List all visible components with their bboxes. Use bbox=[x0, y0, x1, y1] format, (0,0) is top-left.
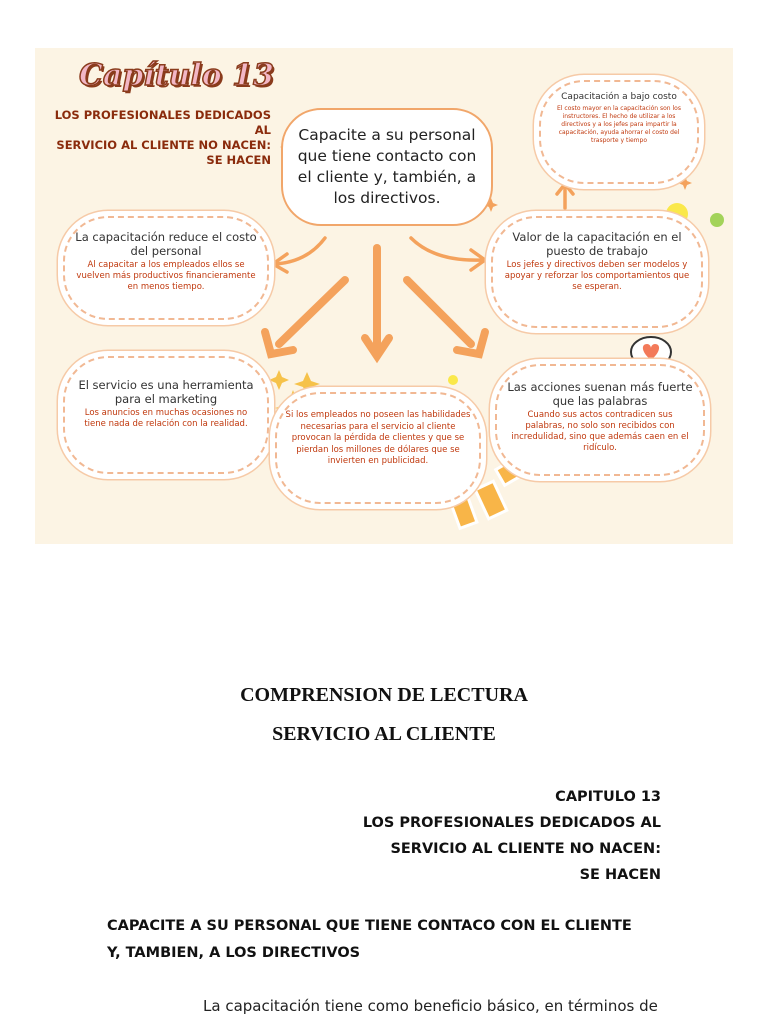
cloud-training-value bbox=[491, 216, 703, 328]
arrow-down-right bbox=[407, 280, 471, 344]
document-title-line1: COMPRENSION DE LECTURA bbox=[240, 684, 528, 706]
central-line: los directivos. bbox=[333, 189, 441, 207]
cloud-title: Capacitación a bajo costo bbox=[561, 92, 677, 102]
heading-line: CAPACITE A SU PERSONAL QUE TIENE CONTACO CON EL CLIENTE bbox=[107, 918, 632, 934]
document-title-line2: SERVICIO AL CLIENTE bbox=[272, 723, 496, 745]
chapter-subtitle-line: SE HACEN bbox=[206, 153, 271, 167]
chapter-line: SERVICIO AL CLIENTE NO NACEN: bbox=[390, 841, 661, 857]
cloud-skills-loss bbox=[275, 392, 481, 504]
section-heading bbox=[107, 913, 687, 967]
cloud-title: Las acciones suenan más fuerte que las palabras bbox=[507, 380, 693, 408]
cloud-title: Valor de la capacitación en el puesto de trabajo bbox=[512, 230, 682, 258]
central-message-cloud bbox=[281, 108, 493, 226]
arrow-left-curve bbox=[275, 238, 325, 264]
chapter-line: CAPITULO 13 bbox=[555, 789, 661, 805]
chapter-subtitle bbox=[49, 108, 271, 168]
cloud-body: Si los empleados no poseen las habilidades necesarias para el servicio al cliente provocan la pérdida de clientes y que se pierdan los millones de dólares que se invierten en publicidad. bbox=[285, 410, 471, 466]
infographic bbox=[35, 48, 733, 544]
cloud-low-cost-training bbox=[539, 80, 699, 184]
heading-line: Y, TAMBIEN, A LOS DIRECTIVOS bbox=[107, 945, 361, 961]
cloud-training-reduces-cost bbox=[63, 216, 269, 320]
cloud-title: El servicio es una herramienta para el marketing bbox=[78, 378, 254, 406]
central-line: que tiene contacto con bbox=[297, 147, 477, 165]
chapter-title: Capítulo 13 bbox=[79, 58, 274, 93]
chapter-subtitle-line: SERVICIO AL CLIENTE NO NACEN: bbox=[56, 138, 271, 152]
sparkle-small bbox=[269, 370, 289, 390]
cloud-service-marketing bbox=[63, 356, 269, 474]
arrow-down-left bbox=[279, 280, 345, 344]
chapter-subtitle-line: LOS PROFESIONALES DEDICADOS AL bbox=[54, 108, 271, 137]
cloud-actions-louder bbox=[495, 364, 705, 476]
central-line: el cliente y, también, a bbox=[297, 168, 477, 186]
cloud-title: La capacitación reduce el costo del personal bbox=[75, 230, 257, 258]
cloud-body: El costo mayor en la capacitación son los instructores. El hecho de utilizar a los directivos y a los jefes para impartir la capacitación, ayuda ahorrar el costo del trasporte y tiempo bbox=[557, 105, 681, 144]
cloud-body: Cuando sus actos contradicen sus palabras, no solo son recibidos con incredulidad, sino que además caen en el ridículo. bbox=[511, 410, 689, 453]
body-paragraph: La capacitación tiene como beneficio básico, en términos de bbox=[203, 997, 658, 1015]
chapter-line: LOS PROFESIONALES DEDICADOS AL bbox=[362, 815, 661, 831]
chapter-line: SE HACEN bbox=[579, 867, 661, 883]
central-line: Capacite a su personal bbox=[298, 126, 476, 144]
cloud-body: Los jefes y directivos deben ser modelos y apoyar y reforzar los comportamientos que se esperan. bbox=[504, 260, 690, 292]
cloud-body: Al capacitar a los empleados ellos se vuelven más productivos financieramente en menos tiempo. bbox=[76, 260, 256, 292]
cloud-body: Los anuncios en muchas ocasiones no tiene nada de relación con la realidad. bbox=[84, 408, 248, 429]
document-chapter-block bbox=[300, 784, 661, 888]
